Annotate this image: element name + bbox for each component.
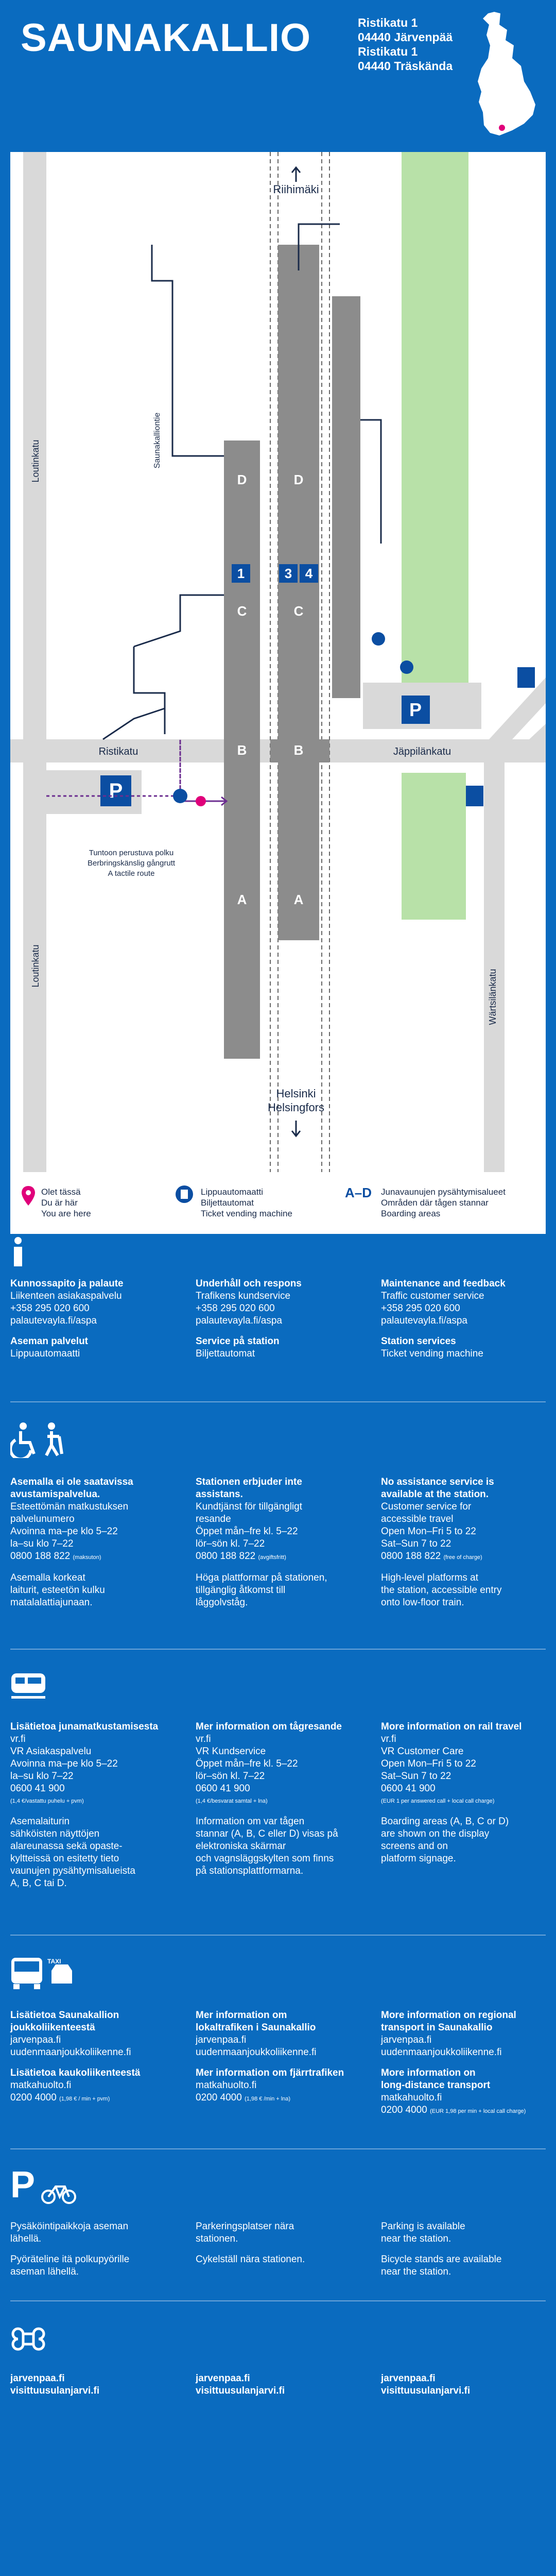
- link[interactable]: jarvenpaa.fi: [10, 2373, 65, 2384]
- address-line: 04440 Träskända: [358, 59, 453, 73]
- train-sv: Mer information om tågresande vr.fi VR Kundservice Öppet mån–fre kl. 5–22 lör–sön kl. 7–22 0600 41 900 (1,4 €/besvarat samtal + lna) Information om var tågen stannar (A, B, C eller D) visas på elektroniska skärmar och vagnsläggskylten som finns på stationsplattformarna.: [196, 1721, 342, 1876]
- access-en: No assistance service is available at the station. Customer service for accessible travel Open Mon–Fri 5 to 22 Sat–Sun 7 to 22 0800 188 822 (free of charge) High-level platforms at the station, accessible entry onto low-floor train.: [381, 1477, 502, 1608]
- parking-sv: Parkeringsplatser nära stationen. Cykelställ nära stationen.: [196, 2221, 305, 2265]
- taxi-icon: [51, 1964, 72, 1984]
- platform-letter: C: [293, 603, 304, 619]
- parking-en: Parking is available near the station. Bicycle stands are available near the station.: [381, 2221, 502, 2277]
- divider: [10, 2300, 546, 2301]
- finland-map-icon: [463, 9, 546, 141]
- divider: [10, 2148, 546, 2149]
- info-sv: Underhåll och respons Trafikens kundservice +358 295 020 600 palautevayla.fi/aspa Service på station Biljettautomat: [196, 1278, 302, 1359]
- direction-helsingfors: Helsingfors: [267, 1101, 325, 1114]
- street-label: Ristikatu: [98, 746, 138, 757]
- street-label: Wärtsilänkatu: [488, 969, 498, 1025]
- platform-number: 1: [237, 566, 245, 581]
- platform-letter: A: [293, 892, 304, 907]
- platform-3-4: [278, 245, 319, 940]
- station-map: [10, 152, 546, 1172]
- parking-icon: P: [10, 2164, 36, 2206]
- platform-letter: B: [237, 742, 247, 758]
- map-legend: [10, 1172, 546, 1234]
- link[interactable]: visittuusulanjarvi.fi: [381, 2385, 471, 2396]
- train-en: More information on rail travel vr.fi VR Customer Care Open Mon–Fri 5 to 22 Sat–Sun 7 to 22 0600 41 900 (EUR 1 per answered call + local call charge) Boarding areas (A, B, C or D) are shown on the display screens and on platform signage.: [381, 1721, 522, 1864]
- transport-en: More information on regional transport in Saunakallio jarvenpaa.fi uudenmaanjoukkoliikenne.fi More information on long-distance transport matkahuolto.fi 0200 4000 (EUR 1,98 per min + local call charge): [381, 2010, 526, 2115]
- link[interactable]: jarvenpaa.fi: [381, 2373, 436, 2384]
- transport-sv: Mer information om lokaltrafiken i Saunakallio jarvenpaa.fi uudenmaanjoukkoliikenne.fi Mer information om fjärrtrafiken matkahuolto.fi 0200 4000 (1,98 € /min + lna): [196, 2010, 344, 2103]
- link[interactable]: visittuusulanjarvi.fi: [10, 2385, 100, 2396]
- direction-helsinki: Helsinki: [276, 1087, 316, 1100]
- station-address: [358, 15, 453, 73]
- links-fi: [10, 2372, 175, 2397]
- road-wartsilankatu: [484, 762, 505, 1172]
- address-line: Ristikatu 1: [358, 45, 418, 58]
- divider: [10, 1935, 546, 1936]
- platform-east: [332, 296, 360, 698]
- road-loutinkatu: [23, 152, 46, 1172]
- taxi-label: TAXI: [47, 1958, 61, 1965]
- accessibility-icon: [10, 1422, 67, 1458]
- boarding-area-code: A–D: [345, 1185, 372, 1200]
- street-label: Saunakalliontie: [153, 412, 162, 469]
- bus-stop-sign: [466, 786, 483, 806]
- platform-number: 4: [305, 566, 313, 581]
- legend-you-are-here: Olet tässä Du är här You are here: [41, 1187, 91, 1218]
- address-line: 04440 Järvenpää: [358, 30, 453, 44]
- walkway: [134, 595, 224, 734]
- platform-letter: C: [237, 603, 247, 619]
- platform-letter: B: [293, 742, 304, 758]
- ticket-machine-icon: [175, 1185, 194, 1204]
- parking-letter: P: [109, 779, 123, 802]
- divider: [10, 1649, 546, 1650]
- green-area: [402, 773, 466, 920]
- parking-fi: Pysäköintipaikkoja aseman lähellä. Pyöräteline itä polkupyörille aseman lähellä.: [10, 2221, 130, 2277]
- access-sv: Stationen erbjuder inte assistans. Kundtjänst för tillgängligt resande Öppet mån–fre kl. 5–22 lör–sön kl. 7–22 0800 188 822 (avgiftsfritt) Höga plattformar på stationen, tillgänglig åtkomst till låggolvståg.: [196, 1477, 327, 1608]
- links-sv: [196, 2372, 360, 2397]
- platform-letter: D: [237, 472, 247, 487]
- arrow-up-icon: [292, 167, 300, 182]
- tactile-label: Berbringskänslig gångrutt: [87, 859, 176, 868]
- divider: [10, 1401, 546, 1402]
- station-map-drawing: [10, 152, 546, 1172]
- street-label: Jäppilänkatu: [393, 746, 451, 757]
- platform-letter: A: [237, 892, 247, 907]
- info-en: Maintenance and feedback Traffic customer service +358 295 020 600 palautevayla.fi/aspa Station services Ticket vending machine: [381, 1278, 506, 1359]
- train-fi: Lisätietoa junamatkustamisesta vr.fi VR Asiakaspalvelu Avoinna ma–pe klo 5–22 la–su klo 7–22 0600 41 900 (1,4 €/vastattu puhelu + pvm) Asemalaiturin sähköisten näyttöjen alareunassa sekä opaste- kyltteissä on esitetty tieto vaunujen pysähtymisalueista A, B, C tai D.: [10, 1721, 159, 1889]
- info-icon: [10, 1236, 26, 1267]
- ticket-machine-icon: [173, 789, 187, 803]
- tactile-label: Tuntoon perustuva polku: [89, 849, 174, 857]
- location-pin-icon: [21, 1185, 36, 1208]
- bus-stop-sign: [517, 667, 535, 688]
- station-title: SAUNAKALLIO: [21, 16, 311, 60]
- walkway: [152, 245, 224, 456]
- link[interactable]: jarvenpaa.fi: [196, 2373, 250, 2384]
- green-area: [402, 152, 468, 693]
- walkway: [103, 708, 165, 739]
- info-fi: Kunnossapito ja palaute Liikenteen asiakaspalvelu +358 295 020 600 palautevayla.fi/aspa Aseman palvelut Lippuautomaatti: [10, 1278, 124, 1359]
- you-are-here-marker: [196, 796, 206, 806]
- street-label: Loutinkatu: [30, 439, 41, 483]
- train-icon: [10, 1669, 46, 1703]
- platform-letter: D: [293, 472, 304, 487]
- address-line: Ristikatu 1: [358, 16, 418, 29]
- street-label: Loutinkatu: [30, 944, 41, 988]
- header: [0, 0, 556, 149]
- bus-icon: [10, 1955, 77, 1991]
- legend-boarding-areas: Junavaunujen pysähtymisalueet Områden där tågen stannar Boarding areas: [381, 1187, 506, 1218]
- arrow-down-icon: [292, 1121, 300, 1136]
- tactile-label: A tactile route: [108, 869, 155, 878]
- links-en: [381, 2372, 546, 2397]
- legend-ticket-machine: Lippuautomaatti Biljettautomat Ticket vending machine: [201, 1187, 292, 1218]
- transport-fi: Lisätietoa Saunakallion joukkoliikenteestä jarvenpaa.fi uudenmaanjoukkoliikenne.fi Lisätietoa kaukoliikenteestä matkahuolto.fi 0200 4000 (1,98 € / min + pvm): [10, 2010, 141, 2103]
- direction-riihimaki: Riihimäki: [273, 183, 319, 196]
- parking-letter: P: [409, 699, 422, 720]
- place-of-interest-icon: [10, 2321, 46, 2357]
- platform-number: 3: [284, 566, 292, 581]
- bicycle-icon: [41, 2179, 77, 2205]
- accessibility-icon: [372, 632, 385, 646]
- bicycle-icon: [400, 660, 413, 674]
- link[interactable]: visittuusulanjarvi.fi: [196, 2385, 285, 2396]
- access-fi: Asemalla ei ole saatavissa avustamispalvelua. Esteettömän matkustuksen palvelunumero Avoinna ma–pe klo 5–22 la–su klo 7–22 0800 188 822 (maksuton) Asemalla korkeat laiturit, esteetön kulku matalalattiajunaan.: [10, 1477, 133, 1608]
